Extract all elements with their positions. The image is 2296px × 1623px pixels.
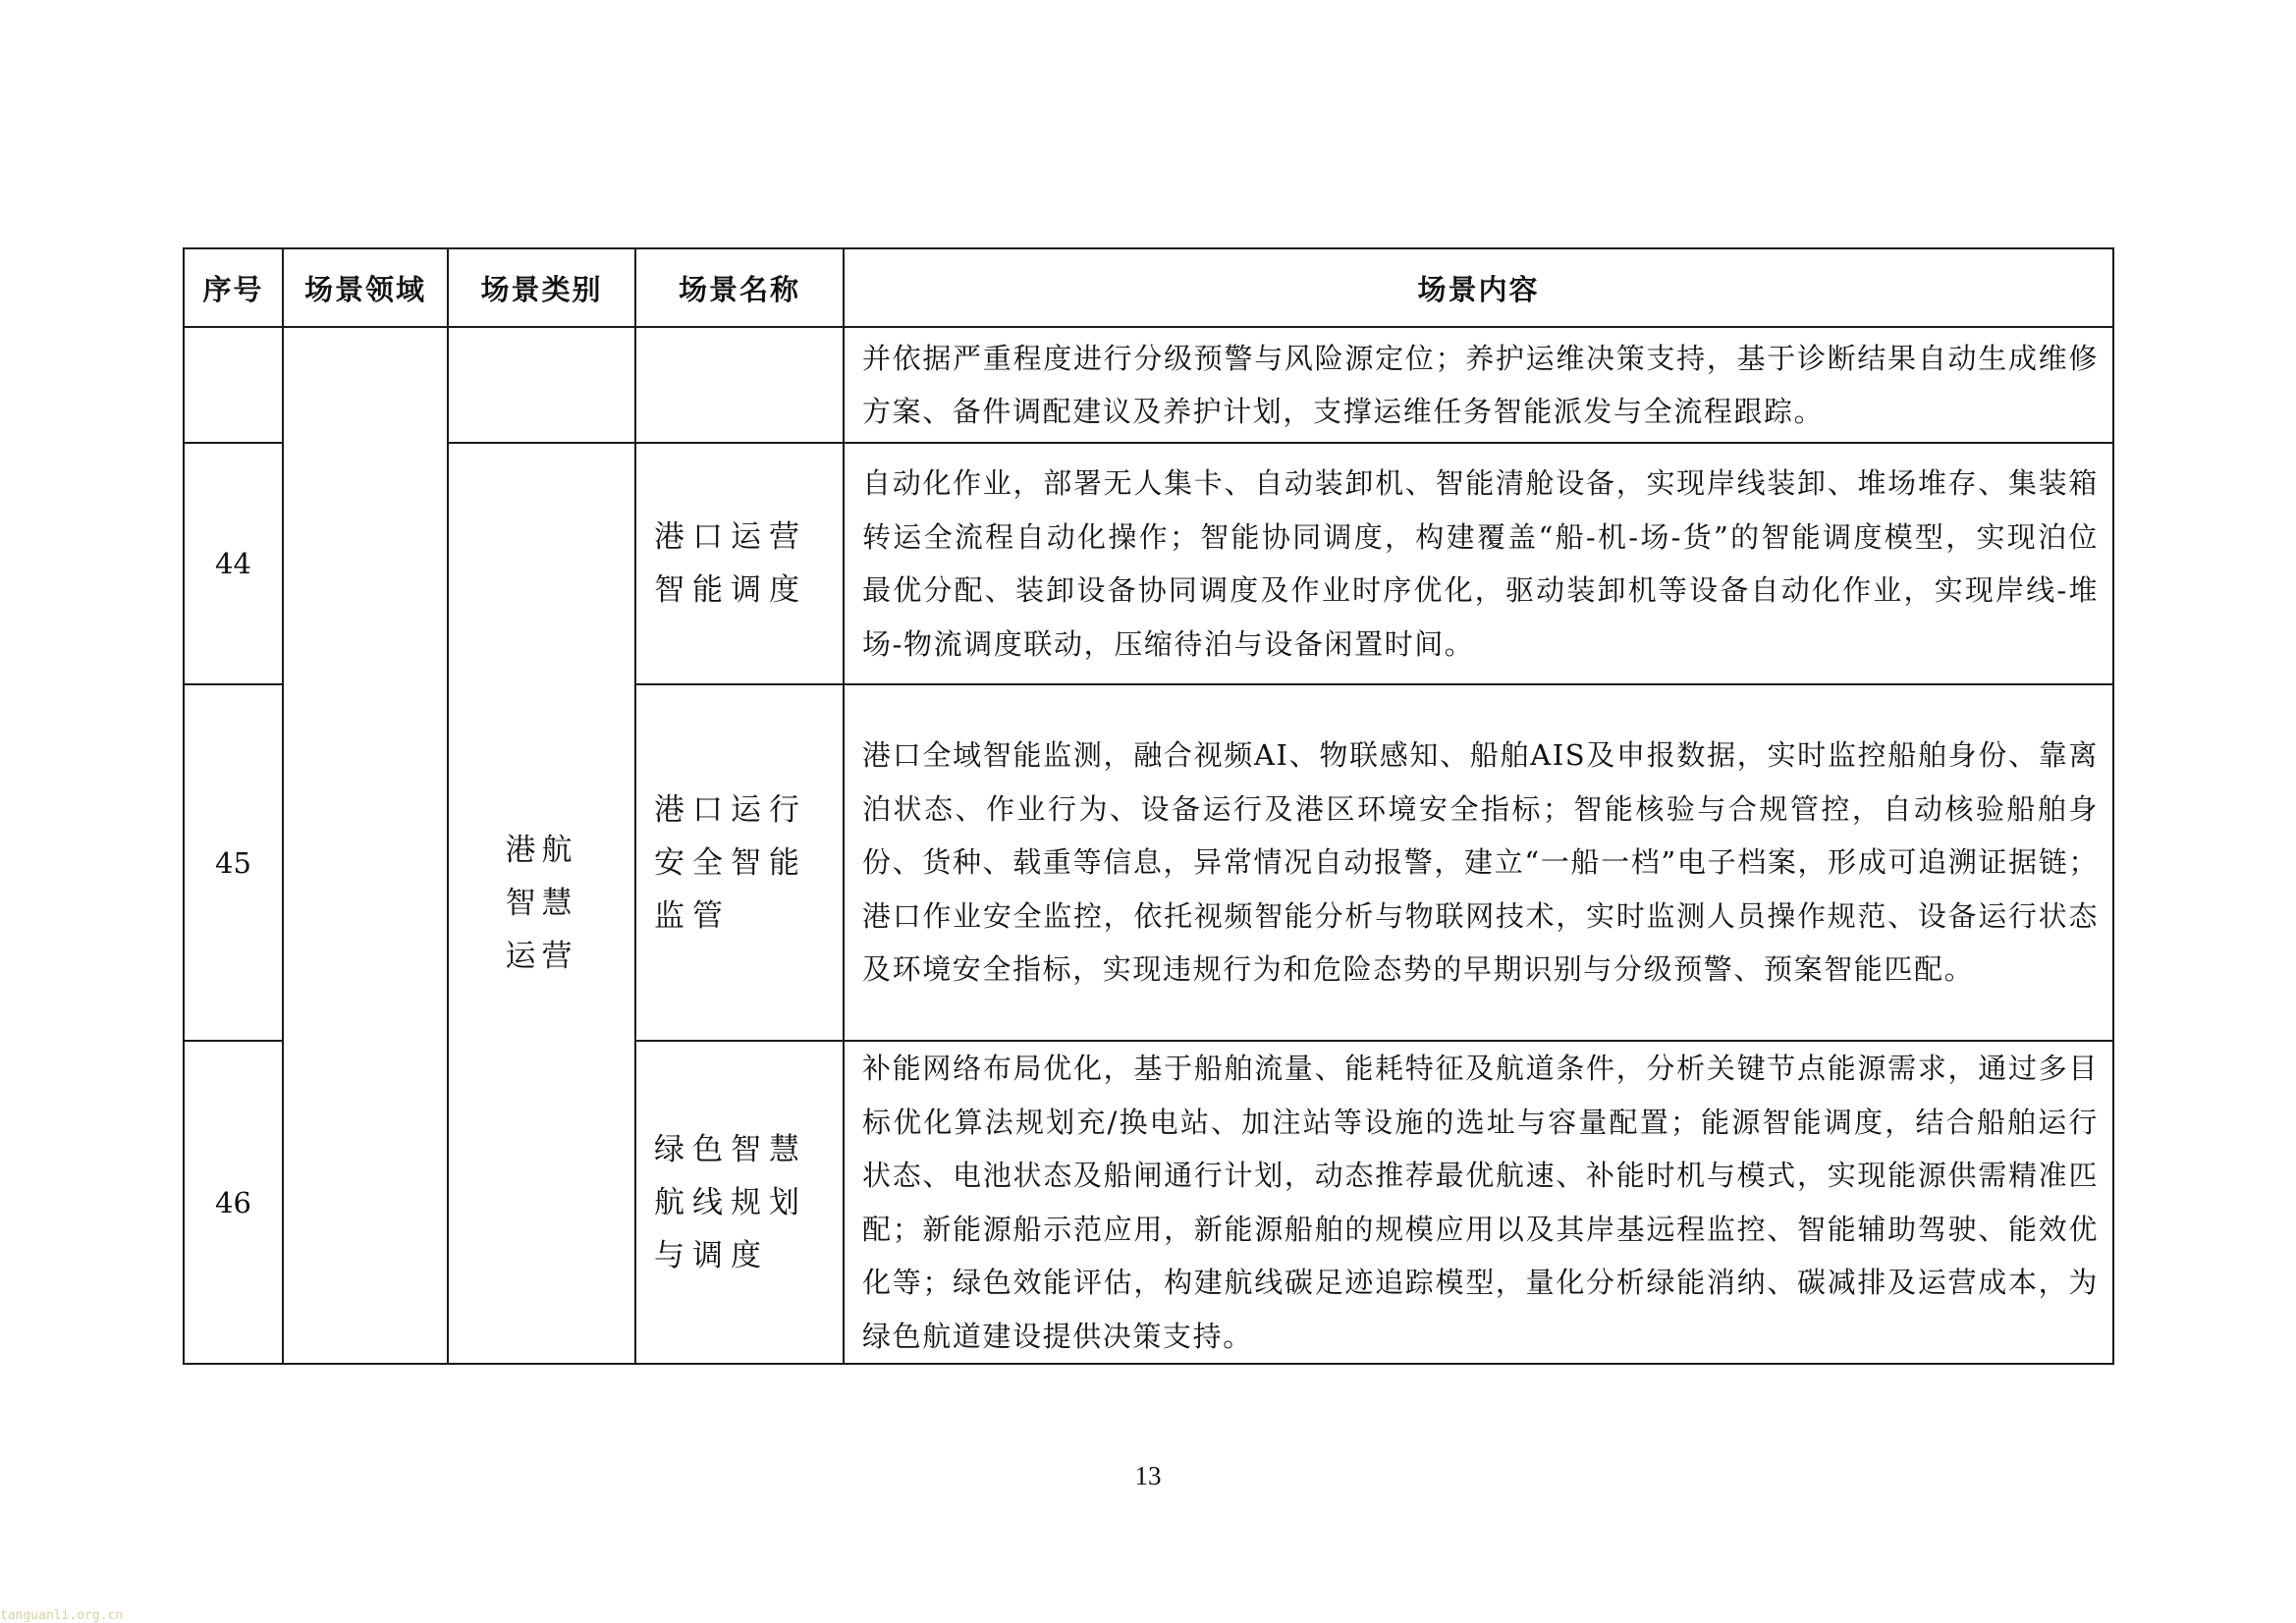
domain-cell: [283, 327, 448, 1364]
scenario-content: 补能网络布局优化，基于船舶流量、能耗特征及航道条件，分析关键节点能源需求，通过多目标优化算法规划充/换电站、加注站等设施的选址与容量配置；能源智能调度，结合船舶运行状态、电池状态及船闸通行计划，动态推荐最优航速、补能时机与模式，实现能源供需精准匹配；新能源船示范应用，新能源船舶的规模应用以及其岸基远程监控、智能辅助驾驶、能效优化等；绿色效能评估，构建航线碳足迹追踪模型，量化分析绿能消纳、碳减排及运营成本，为绿色航道建设提供决策支持。: [844, 1041, 2113, 1364]
scenario-content: 并依据严重程度进行分级预警与风险源定位；养护运维决策支持，基于诊断结果自动生成维修方案、备件调配建议及养护计划，支撑运维任务智能派发与全流程跟踪。: [844, 327, 2113, 443]
category-label: 港航智慧运营: [505, 833, 578, 974]
category-cell: [448, 327, 635, 443]
scenario-name: [635, 327, 844, 443]
row-number: [184, 327, 283, 443]
header-name: 场景名称: [635, 248, 844, 327]
page-number: 13: [1134, 1461, 1162, 1490]
header-number: 序号: [184, 248, 283, 327]
row-number: 45: [184, 684, 283, 1041]
table-row: [184, 443, 2113, 684]
table-header-row: [184, 248, 2113, 327]
watermark-text: tanguanli.org.cn: [0, 1608, 124, 1623]
header-domain: 场景领域: [283, 248, 448, 327]
scenario-content: 自动化作业，部署无人集卡、自动装卸机、智能清舱设备，实现岸线装卸、堆场堆存、集装箱转运全流程自动化操作；智能协同调度，构建覆盖“船-机-场-货”的智能调度模型，实现泊位最优分配、装卸设备协同调度及作业时序优化，驱动装卸机等设备自动化作业，实现岸线-堆场-物流调度联动，压缩待泊与设备闲置时间。: [844, 443, 2113, 684]
scenario-name: 港口运营智能调度: [635, 443, 844, 684]
category-cell-merged: [448, 443, 635, 1364]
table-row: [184, 327, 2113, 443]
scenario-name: 港口运行安全智能监管: [635, 684, 844, 1041]
scenario-content: 港口全域智能监测，融合视频AI、物联感知、船舶AIS及申报数据，实时监控船舶身份、靠离泊状态、作业行为、设备运行及港区环境安全指标；智能核验与合规管控，自动核验船舶身份、货种、载重等信息，异常情况自动报警，建立“一船一档”电子档案，形成可追溯证据链；港口作业安全监控，依托视频智能分析与物联网技术，实时监测人员操作规范、设备运行状态及环境安全指标，实现违规行为和危险态势的早期识别与分级预警、预案智能匹配。: [844, 684, 2113, 1041]
header-category: 场景类别: [448, 248, 635, 327]
scenario-table: [183, 247, 2114, 1365]
header-content: 场景内容: [844, 248, 2113, 327]
row-number: 46: [184, 1041, 283, 1364]
scenario-name: 绿色智慧航线规划与调度: [635, 1041, 844, 1364]
row-number: 44: [184, 443, 283, 684]
